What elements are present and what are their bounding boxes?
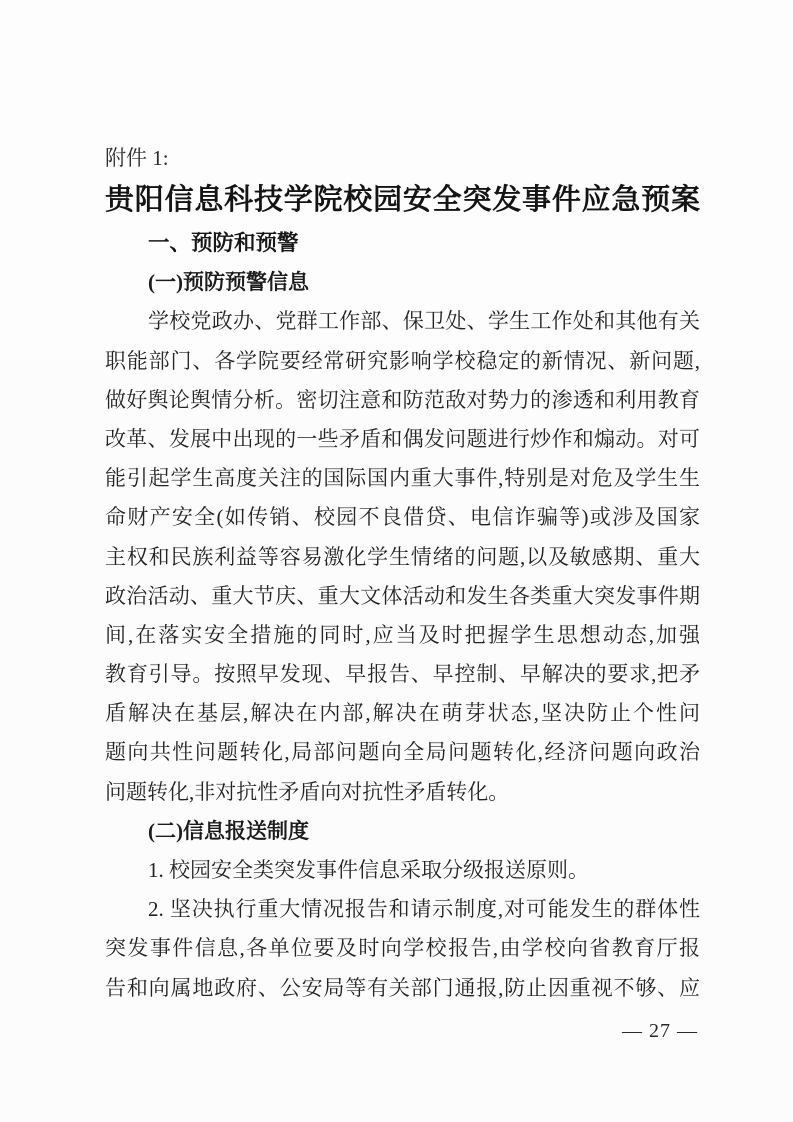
- section-heading: 一、预防和预警: [148, 231, 299, 255]
- text-line: 改革、发展中出现的一些矛盾和偶发问题进行炒作和煽动。对可: [105, 426, 700, 451]
- text-line: 问题转化,非对抗性矛盾向对抗性矛盾转化。: [105, 779, 510, 804]
- content-column: [105, 142, 700, 1008]
- text-line: 做好舆论舆情分析。密切注意和防范敌对势力的渗透和利用教育: [105, 387, 700, 412]
- page-title: 贵阳信息科技学院校园安全突发事件应急预案: [105, 184, 700, 216]
- text-line: 学校党政办、党群工作部、保卫处、学生工作处和其他有关: [148, 309, 700, 334]
- text-line: 政治活动、重大节庆、重大文体活动和发生各类重大突发事件期: [105, 583, 700, 608]
- text-line: 命财产安全(如传销、校园不良借贷、电信诈骗等)或涉及国家: [105, 505, 700, 530]
- text-line: 盾解决在基层,解决在内部,解决在萌芽状态,坚决防止个性问: [105, 701, 700, 726]
- text-line: 职能部门、各学院要经常研究影响学校稳定的新情况、新问题,: [105, 348, 700, 373]
- document-body: [105, 224, 700, 1008]
- text-line: 告和向属地政府、公安局等有关部门通报,防止因重视不够、应: [105, 975, 700, 1000]
- text-line: 主权和民族利益等容易激化学生情绪的问题,以及敏感期、重大: [105, 544, 700, 569]
- subsection-heading: (二)信息报送制度: [148, 818, 309, 843]
- attachment-label: 附件 1:: [105, 146, 169, 170]
- text-line: 1. 校园安全类突发事件信息采取分级报送原则。: [148, 858, 589, 882]
- text-line: 题向共性问题转化,局部问题向全局问题转化,经济问题向政治: [105, 740, 700, 765]
- text-line: 间,在落实安全措施的同时,应当及时把握学生思想动态,加强: [105, 622, 700, 647]
- subsection-heading: (一)预防预警信息: [148, 270, 309, 295]
- text-line: 突发事件信息,各单位要及时向学校报告,由学校向省教育厅报: [105, 936, 700, 961]
- text-line: 能引起学生高度关注的国际国内重大事件,特别是对危及学生生: [105, 466, 700, 491]
- page-number: — 27 —: [622, 1020, 698, 1042]
- text-line: 教育引导。按照早发现、早报告、早控制、早解决的要求,把矛: [105, 662, 700, 687]
- text-line: 2. 坚决执行重大情况报告和请示制度,对可能发生的群体性: [148, 897, 700, 922]
